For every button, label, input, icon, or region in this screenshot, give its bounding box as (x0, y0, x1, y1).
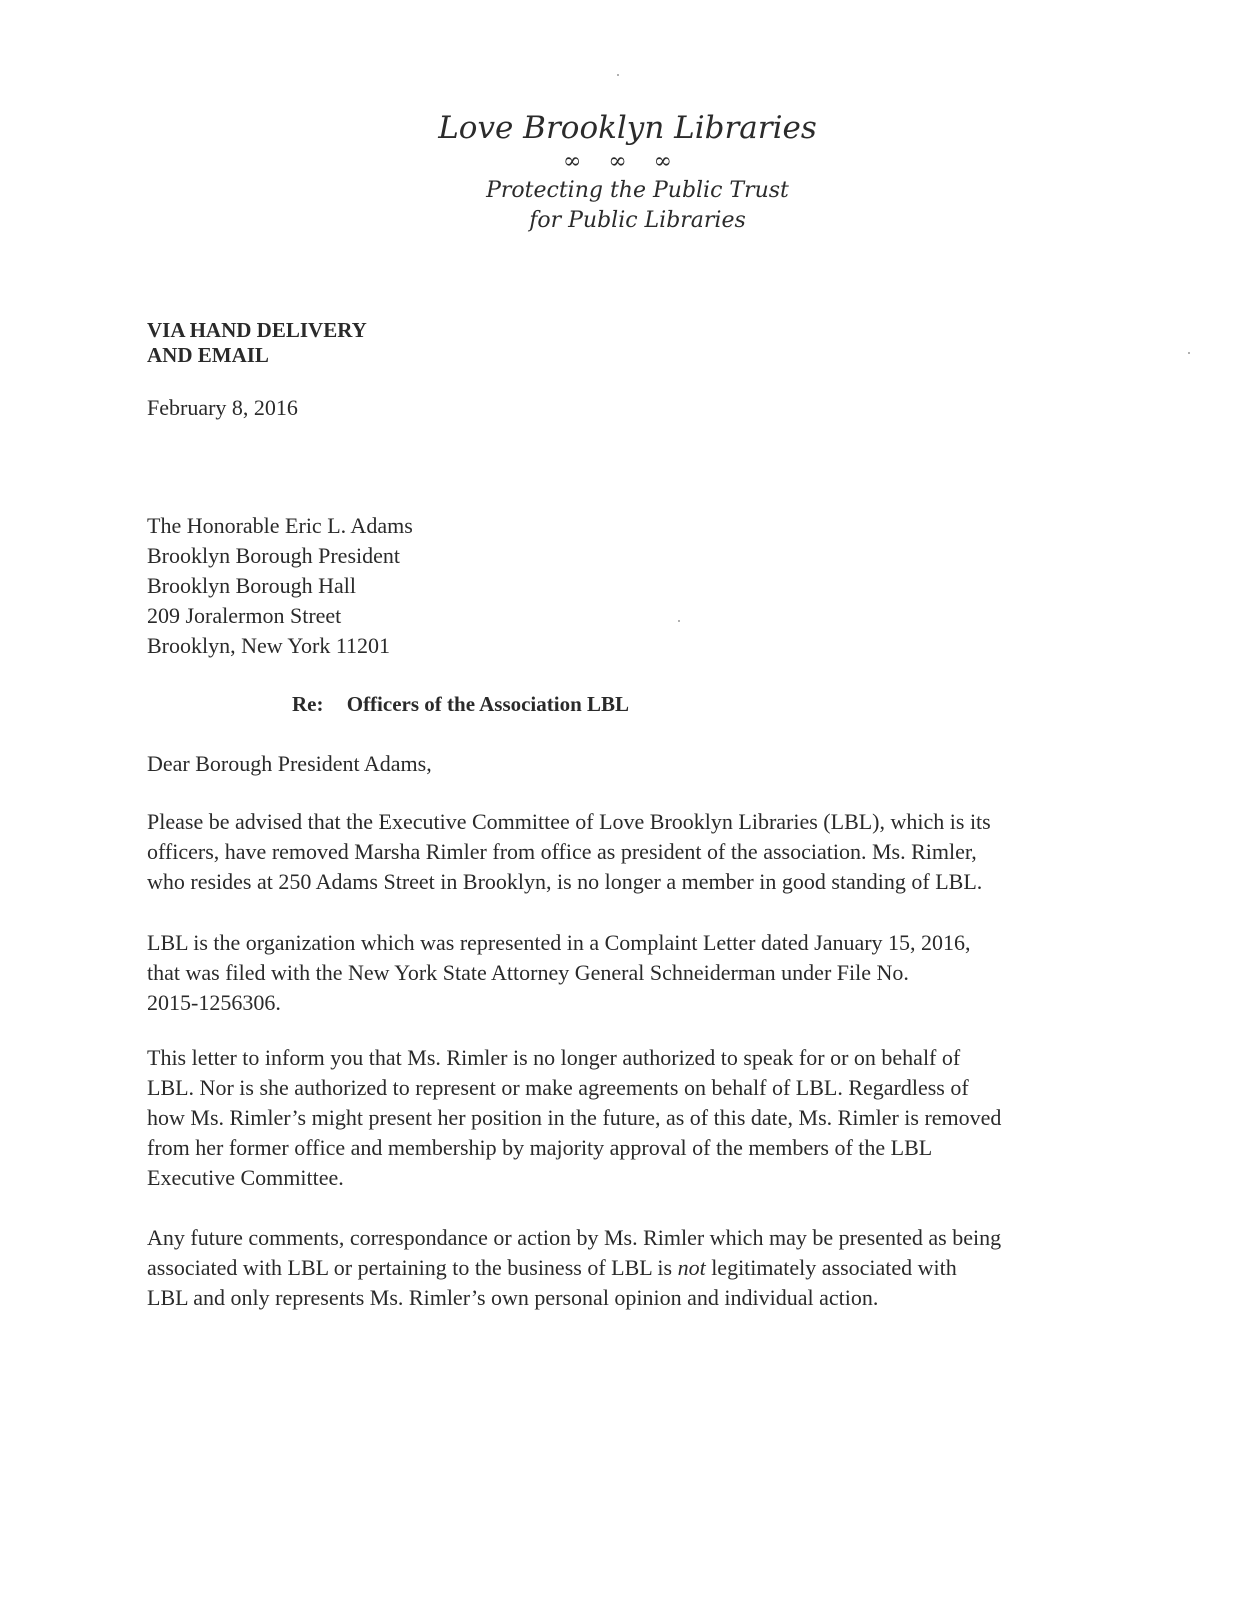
scan-speck (617, 74, 619, 76)
subject-text: Officers of the Association LBL (346, 692, 630, 716)
paragraph-line: This letter to inform you that Ms. Rimler is no longer authorized to speak for or on behalf of (147, 1045, 961, 1070)
paragraph-line: 2015-1256306. (147, 990, 281, 1015)
paragraph-2 (147, 928, 1097, 1018)
recipient-address (147, 511, 1097, 661)
infinity-symbols: ∞ ∞ ∞ (563, 149, 682, 174)
subject-line (292, 690, 629, 718)
recipient-street: 209 Joralermon Street (147, 603, 342, 628)
delivery-method (147, 318, 1097, 368)
paragraph-3 (147, 1043, 1097, 1193)
tagline-line-1: Protecting the Public Trust (486, 178, 789, 203)
paragraph-4 (147, 1223, 1097, 1313)
recipient-office: Brooklyn Borough Hall (147, 573, 356, 598)
scan-speck (1188, 352, 1190, 354)
paragraph-line: LBL and only represents Ms. Rimler’s own personal opinion and individual action. (147, 1285, 879, 1310)
delivery-line-2: AND EMAIL (147, 343, 269, 367)
paragraph-line: Any future comments, correspondance or action by Ms. Rimler which may be presented as being (147, 1225, 1002, 1250)
paragraph-line: Please be advised that the Executive Committee of Love Brooklyn Libraries (LBL), which is its (147, 809, 991, 834)
paragraph-line: who resides at 250 Adams Street in Brooklyn, is no longer a member in good standing of LBL. (147, 869, 983, 894)
paragraph-line: that was filed with the New York State Attorney General Schneiderman under File No. (147, 960, 909, 985)
subject-label: Re: (292, 692, 324, 716)
delivery-line-1: VIA HAND DELIVERY (147, 318, 367, 342)
emphasis-not: not (677, 1255, 706, 1280)
recipient-name: The Honorable Eric L. Adams (147, 513, 413, 538)
letterhead (0, 108, 1235, 236)
paragraph-line: officers, have removed Marsha Rimler from office as president of the association. Ms. Rimler, (147, 839, 977, 864)
text-segment: legitimately associated with (705, 1255, 957, 1280)
paragraph-line: LBL. Nor is she authorized to represent or make agreements on behalf of LBL. Regardless of (147, 1075, 969, 1100)
paragraph-1 (147, 807, 1097, 897)
paragraph-line: LBL is the organization which was represented in a Complaint Letter dated January 15, 2016, (147, 930, 971, 955)
paragraph-line: how Ms. Rimler’s might present her position in the future, as of this date, Ms. Rimler is removed (147, 1105, 1002, 1130)
paragraph-line-emphasis (147, 1253, 1097, 1283)
salutation: Dear Borough President Adams, (147, 751, 432, 776)
recipient-city: Brooklyn, New York 11201 (147, 633, 391, 658)
recipient-title: Brooklyn Borough President (147, 543, 400, 568)
letter-date: February 8, 2016 (147, 395, 298, 420)
paragraph-line: from her former office and membership by majority approval of the members of the LBL (147, 1135, 933, 1160)
text-segment: associated with LBL or pertaining to the business of LBL is (147, 1255, 678, 1280)
paragraph-line: Executive Committee. (147, 1165, 344, 1190)
tagline-line-2: for Public Libraries (529, 208, 746, 233)
organization-name: Love Brooklyn Libraries (438, 110, 817, 146)
